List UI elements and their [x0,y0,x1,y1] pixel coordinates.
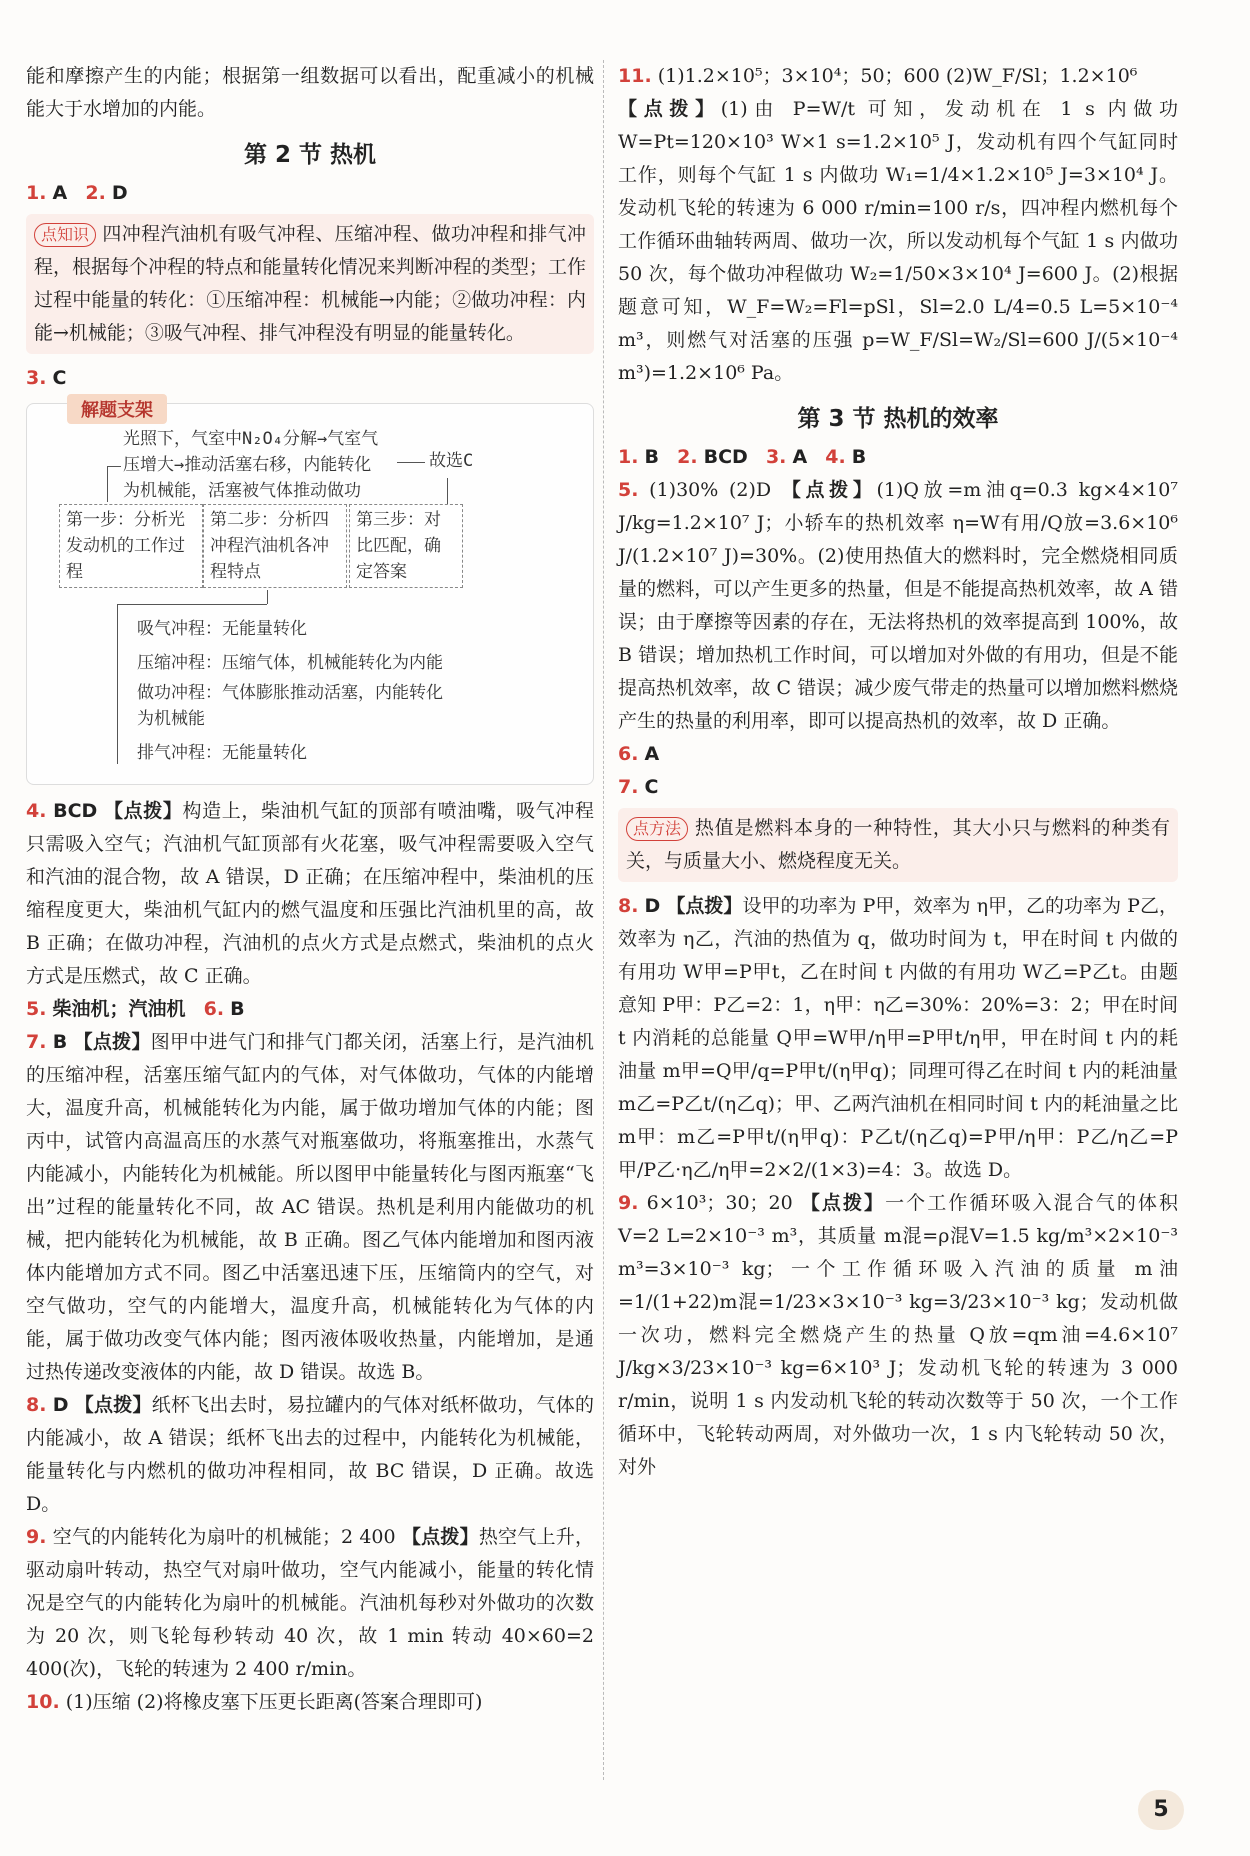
column-divider [603,60,604,1780]
q9-number: 9. [26,1526,47,1548]
answer-line-3 [26,362,594,395]
s3-q9-tag: 【点拨】 [800,1192,886,1214]
s3-answer-line-6 [618,738,1178,771]
q8-block [26,1389,594,1521]
flowchart-title: 解题支架 [67,394,167,424]
s3-q7-answer: C [644,776,659,798]
q4-tag: 【点拨】 [104,800,183,822]
q6-answer: B [230,998,245,1020]
answer-line-1-2 [26,177,594,210]
q7-number: 7. [26,1031,47,1053]
s3-q2-answer: BCD [703,446,748,468]
q2-answer: D [111,182,128,204]
q1-number: 1. [26,182,47,204]
q9-block [26,1521,594,1686]
q4-text: 构造上，柴油机气缸的顶部有喷油嘴，吸气冲程只需吸入空气；汽油机气缸顶部有火花塞，吸气冲程需要吸入空气和汽油的混合物，故 A 错误，D 正确；在压缩冲程中，柴油机的压缩程度更大，柴油机气缸内的燃气温度和压强比汽油机里的高，故 B 正确；在做功冲程，汽油机的点火方式是点燃式，柴油机的点火方式是压燃式，故 C 正确。 [26,800,594,987]
q8-answer: D [52,1394,69,1416]
s3-q8-text: 设甲的功率为 P甲，效率为 η甲，乙的功率为 P乙，效率为 η乙，汽油的热值为 q，做功时间为 t，甲在时间 t 内做的有用功 W甲=P甲t，乙在时间 t 内做的有用功 W乙=P乙t。由题意知 P甲：P乙=2：1，η甲：η乙=30%：20%=3：2；甲在时间 t 内消耗的总能量 Q甲=W甲/η甲=P甲t/η甲，甲在时间 t 内的耗油量 m甲=Q甲/q=P甲t/(η甲q)；同理可得乙在时间 t 内的耗油量 m乙=P乙t/(η乙q)；甲、乙两汽油机在相同时间 t 内的耗油量之比 m甲：m乙=P甲t/(η甲q)：P乙t/(η乙q)=P甲/η甲：P乙/η乙=P甲/P乙·η乙/η甲=2×2/(1×3)=4：3。故选 D。 [618,895,1178,1181]
s3-q7-number: 7. [618,776,639,798]
s3-q3-number: 3. [765,446,787,468]
q10-number: 10. [26,1691,60,1713]
q6-number: 6. [203,998,225,1020]
q10-text: (1)压缩 (2)将橡皮塞下压更长距离(答案合理即可) [65,1691,483,1713]
q1-answer: A [52,182,68,204]
q3-answer: C [52,367,67,389]
section-3-title: 第 3 节 热机的效率 [797,406,999,432]
s3-q8-number: 8. [618,895,639,917]
s3-q9-answer: 6×10³；30；20 [646,1192,793,1214]
s3-q4-number: 4. [825,446,846,468]
q4-block [26,795,594,993]
s3-q6-number: 6. [618,743,639,765]
flow-stroke-intake: 吸气冲程：无能量转化 [137,619,307,639]
s3-q1-number: 1. [618,446,639,468]
q4-number: 4. [26,800,47,822]
flow-stroke-power: 做功冲程：气体膨胀推动活塞，内能转化为机械能 [137,683,443,729]
flow-stroke-compression: 压缩冲程：压缩气体，机械能转化为内能 [137,653,443,673]
s3-q8-tag: 【点拨】 [666,895,743,917]
s3-q5-block [618,474,1178,738]
q7-answer: B [52,1031,68,1053]
s3-q6-answer: A [644,743,660,765]
q7-block [26,1026,594,1389]
q8-number: 8. [26,1394,47,1416]
intro-paragraph: 能和摩擦产生的内能；根据第一组数据可以看出，配重减小的机械能大于水增加的内能。 [26,65,594,120]
s3-q9-number: 9. [618,1192,639,1214]
s3-q5-text: (1)Q放=m油q=0.3 kg×4×10⁷ J/kg=1.2×10⁷ J；小轿车的热机效率 η=W有用/Q放=3.6×10⁶ J/(1.2×10⁷ J)=30%。(2)使用热值大的燃料时，完全燃烧相同质量的燃料，可以产生更多的热量，但是不能提高热机效率，故 A 错误；由于摩擦等因素的存在，无法将热机的效率提高到 100%，故 B 错误；增加热机工作时间，可以增加对外做的有用功，但是不能提高热机效率，故 C 错误；减少废气带走的热量可以增加燃料燃烧产生的热量的利用率，即可以提高热机的效率，故 D 正确。 [618,479,1178,732]
q3-number: 3. [26,367,47,389]
page-number: 5 [1138,1790,1184,1830]
method-box [618,808,1178,882]
q9-text: 热空气上升，驱动扇叶转动，热空气对扇叶做功，空气内能减小，能量的转化情况是空气的内能转化为扇叶的机械能。汽油机每秒对外做功的次数为 20 次，则飞轮每秒转动 40 次，故 1 min 转动 40×60=2 400(次)，飞轮的转速为 2 400 r/min。 [26,1526,594,1680]
q11-answer: (1)1.2×10⁵；3×10⁴；50；600 (2)W_F/Sl；1.2×10⁶ [657,65,1138,87]
q10-block [26,1686,594,1719]
s3-q9-block [618,1187,1178,1484]
knowledge-label: 点知识 [34,223,96,247]
q8-text: 纸杯飞出去时，易拉罐内的气体对纸杯做功，气体的内能减小，故 A 错误；纸杯飞出去的过程中，内能转化为机械能，能量转化与内燃机的做功冲程相同，故 BC 错误，D 正确。故选 D。 [26,1394,594,1515]
flow-top-text: 光照下，气室中N₂O₄分解→气室气压增大→推动活塞右移，内能转化为机械能，活塞被气体推动做功 [123,429,379,501]
s3-q4-answer: B [851,446,867,468]
s3-q5-answer: (1)30% (2)D [649,479,772,501]
s3-q5-number: 5. [618,479,639,501]
flow-stroke-exhaust: 排气冲程：无能量转化 [137,743,307,763]
answer-line-5-6 [26,993,594,1026]
q7-text: 图甲中进气门和排气门都关闭，活塞上行，是汽油机的压缩冲程，活塞压缩气缸内的气体，对气体做功，气体的内能增大，温度升高，机械能转化为内能，属于做功增加气体的内能；图丙中，试管内高温高压的水蒸气对瓶塞做功，将瓶塞推出，水蒸气内能减小，内能转化为机械能。所以图甲中能量转化与图丙瓶塞“飞出”过程的能量转化不同，故 AC 错误。热机是利用内能做功的机械，把内能转化为机械能，故 B 正确。图乙气体内能增加和图丙液体内能增加方式不同。图乙中活塞迅速下压，压缩筒内的空气，对空气做功，空气的内能增大，温度升高，机械能转化为气体的内能，属于做功改变气体内能；图丙液体吸收热量，内能增加，是通过热传递改变液体的内能，故 D 错误。故选 B。 [26,1031,594,1383]
s3-q9-text: 一个工作循环吸入混合气的体积 V=2 L=2×10⁻³ m³，其质量 m混=ρ混V=1.5 kg/m³×2×10⁻³ m³=3×10⁻³ kg；一个工作循环吸入汽油的质量 m油=1/(1+22)m混=1/23×3×10⁻³ kg=3/23×10⁻³ kg；发动机做一次功，燃料完全燃烧产生的热量 Q放=qm油=4.6×10⁷ J/kg×3/23×10⁻³ kg=6×10³ J；发动机飞轮的转速为 3 000 r/min，说明 1 s 内发动机飞轮的转动次数等于 50 次，一个工作循环中，飞轮转动两周，对外做功一次，1 s 内飞轮转动 50 次，对外 [618,1192,1178,1478]
knowledge-box [26,214,594,354]
s3-q1-answer: B [644,446,659,468]
answer-line-1-4 [618,441,1178,474]
q11-block [618,93,1178,390]
s3-q2-number: 2. [677,446,698,468]
q9-answer: 空气的内能转化为扇叶的机械能；2 400 [52,1526,396,1548]
q11-number: 11. [618,65,652,87]
method-label: 点方法 [626,817,688,841]
q5-number: 5. [26,998,47,1020]
solution-flowchart [26,400,594,785]
s3-q8-block [618,890,1178,1187]
q4-answer: BCD [53,800,98,822]
q7-tag: 【点拨】 [73,1031,151,1053]
flow-step-3: 第三步：对比匹配，确定答案 [349,504,463,588]
q11-answer-line [618,60,1178,93]
left-column [26,60,594,1719]
flow-step-2: 第二步：分析四冲程汽油机各冲程特点 [203,504,347,588]
q2-number: 2. [85,182,106,204]
right-column [618,60,1178,1484]
q11-tag: 【点拨】 [618,98,721,120]
q5-answer: 柴油机；汽油机 [52,998,186,1020]
knowledge-text: 四冲程汽油机有吸气冲程、压缩冲程、做功冲程和排气冲程，根据每个冲程的特点和能量转化情况来判断冲程的类型；工作过程中能量的转化：①压缩冲程：机械能→内能；②做功冲程：内能→机械能；③吸气冲程、排气冲程没有明显的能量转化。 [34,223,586,344]
q9-tag: 【点拨】 [401,1526,479,1548]
q8-tag: 【点拨】 [74,1394,152,1416]
flow-answer: 故选C [429,451,474,471]
flow-step-1: 第一步：分析光发动机的工作过程 [59,504,203,588]
section-2-title: 第 2 节 热机 [243,142,377,168]
q11-text: (1)由 P=W/t 可知，发动机在 1 s 内做功 W=Pt=120×10³ W×1 s=1.2×10⁵ J，发动机有四个气缸同时工作，则每个气缸 1 s 内做功 W₁=1/4×1.2×10⁵ J=3×10⁴ J。发动机飞轮的转速为 6 000 r/min=100 r/s，四冲程内燃机每个工作循环曲轴转两周、做功一次，所以发动机每个气缸 1 s 内做功 50 次，每个做功冲程做功 W₂=1/50×3×10⁴ J=600 J。(2)根据题意可知，W_F=W₂=Fl=pSl，Sl=2.0 L/4=0.5 L=5×10⁻⁴ m³，则燃气对活塞的压强 p=W_F/Sl=W₂/Sl=600 J/(5×10⁻⁴ m³)=1.2×10⁶ Pa。 [618,98,1178,384]
method-text: 热值是燃料本身的一种特性，其大小只与燃料的种类有关，与质量大小、燃烧程度无关。 [626,817,1170,872]
s3-answer-line-7 [618,771,1178,804]
s3-q8-answer: D [644,895,661,917]
s3-q5-tag: 【点拨】 [781,479,877,501]
s3-q3-answer: A [792,446,808,468]
